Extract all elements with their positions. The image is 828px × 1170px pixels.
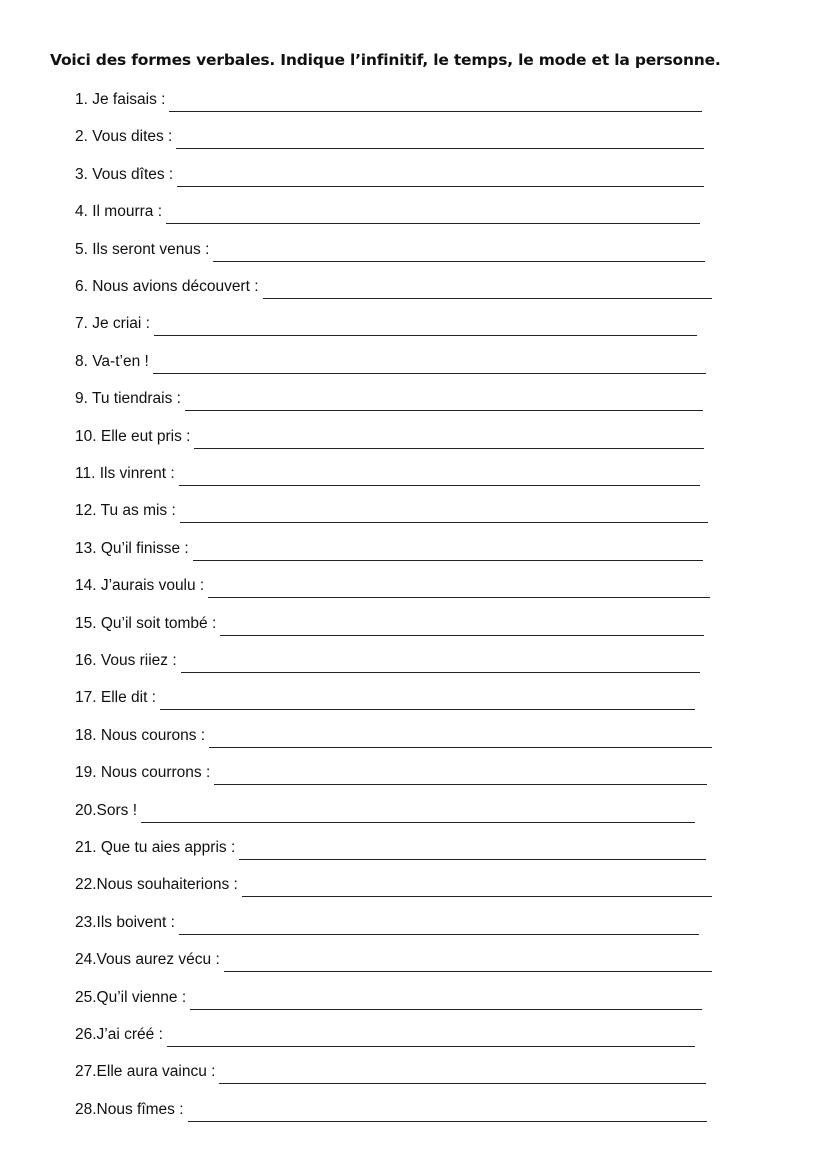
item-label: 26.J’ai créé : bbox=[75, 1026, 163, 1043]
item-label: 21. Que tu aies appris : bbox=[75, 839, 236, 856]
item-label: 8. Va-t’en ! bbox=[75, 353, 149, 370]
answer-field-25[interactable] bbox=[190, 988, 702, 1010]
answer-field-24[interactable] bbox=[224, 950, 712, 972]
answer-field-4[interactable] bbox=[166, 202, 700, 224]
answer-field-2[interactable] bbox=[176, 127, 704, 149]
answer-field-15[interactable] bbox=[220, 614, 704, 636]
exercise-item-3 bbox=[75, 165, 704, 187]
exercise-item-26 bbox=[75, 1025, 695, 1047]
item-label: 11. Ils vinrent : bbox=[75, 465, 175, 482]
exercise-item-1 bbox=[75, 90, 702, 112]
item-label: 1. Je faisais : bbox=[75, 91, 166, 108]
answer-field-13[interactable] bbox=[193, 539, 703, 561]
item-label: 7. Je criai : bbox=[75, 315, 150, 332]
exercise-item-12 bbox=[75, 501, 708, 523]
exercise-item-7 bbox=[75, 314, 697, 336]
exercise-item-2 bbox=[75, 127, 704, 149]
answer-field-3[interactable] bbox=[177, 165, 704, 187]
answer-field-17[interactable] bbox=[160, 688, 695, 710]
answer-field-22[interactable] bbox=[242, 875, 712, 897]
item-label: 27.Elle aura vaincu : bbox=[75, 1063, 216, 1080]
answer-field-6[interactable] bbox=[263, 277, 712, 299]
answer-field-16[interactable] bbox=[181, 651, 700, 673]
answer-field-18[interactable] bbox=[209, 726, 712, 748]
answer-field-27[interactable] bbox=[219, 1062, 706, 1084]
answer-field-7[interactable] bbox=[154, 314, 697, 336]
item-label: 9. Tu tiendrais : bbox=[75, 390, 181, 407]
item-label: 3. Vous dîtes : bbox=[75, 166, 174, 183]
answer-field-28[interactable] bbox=[188, 1100, 707, 1122]
exercise-item-6 bbox=[75, 277, 712, 299]
item-label: 6. Nous avions découvert : bbox=[75, 278, 259, 295]
exercise-item-5 bbox=[75, 240, 705, 262]
item-label: 12. Tu as mis : bbox=[75, 502, 176, 519]
answer-field-8[interactable] bbox=[153, 352, 706, 374]
exercise-item-11 bbox=[75, 464, 700, 486]
item-label: 4. Il mourra : bbox=[75, 203, 162, 220]
item-label: 10. Elle eut pris : bbox=[75, 428, 191, 445]
answer-field-21[interactable] bbox=[239, 838, 706, 860]
exercise-item-9 bbox=[75, 389, 703, 411]
item-label: 19. Nous courrons : bbox=[75, 764, 211, 781]
item-label: 13. Qu’il finisse : bbox=[75, 540, 189, 557]
item-label: 15. Qu’il soit tombé : bbox=[75, 615, 217, 632]
exercise-item-23 bbox=[75, 913, 699, 935]
exercise-item-17 bbox=[75, 688, 695, 710]
exercise-item-24 bbox=[75, 950, 712, 972]
answer-field-1[interactable] bbox=[169, 90, 702, 112]
item-label: 24.Vous aurez vécu : bbox=[75, 951, 220, 968]
item-label: 16. Vous riiez : bbox=[75, 652, 177, 669]
exercise-item-15 bbox=[75, 614, 704, 636]
exercise-item-4 bbox=[75, 202, 700, 224]
answer-field-12[interactable] bbox=[180, 501, 708, 523]
exercise-item-27 bbox=[75, 1062, 706, 1084]
item-label: 5. Ils seront venus : bbox=[75, 241, 210, 258]
exercise-item-22 bbox=[75, 875, 712, 897]
answer-field-23[interactable] bbox=[179, 913, 699, 935]
exercise-item-21 bbox=[75, 838, 706, 860]
exercise-item-18 bbox=[75, 726, 712, 748]
exercise-item-16 bbox=[75, 651, 700, 673]
instruction-heading: Voici des formes verbales. Indique l’infinitif, le temps, le mode et la personne. bbox=[50, 51, 721, 69]
item-label: 20.Sors ! bbox=[75, 802, 138, 819]
item-label: 25.Qu’il vienne : bbox=[75, 989, 187, 1006]
exercise-item-25 bbox=[75, 988, 702, 1010]
item-label: 23.Ils boivent : bbox=[75, 914, 175, 931]
answer-field-19[interactable] bbox=[214, 763, 707, 785]
answer-field-9[interactable] bbox=[185, 389, 703, 411]
item-label: 17. Elle dit : bbox=[75, 689, 156, 706]
answer-field-10[interactable] bbox=[194, 427, 704, 449]
item-label: 14. J’aurais voulu : bbox=[75, 577, 205, 594]
answer-field-26[interactable] bbox=[167, 1025, 695, 1047]
answer-field-5[interactable] bbox=[213, 240, 705, 262]
exercise-item-14 bbox=[75, 576, 710, 598]
item-label: 28.Nous fîmes : bbox=[75, 1101, 184, 1118]
answer-field-11[interactable] bbox=[179, 464, 700, 486]
exercise-item-28 bbox=[75, 1100, 707, 1122]
exercise-item-20 bbox=[75, 801, 695, 823]
item-label: 2. Vous dites : bbox=[75, 128, 173, 145]
exercise-item-19 bbox=[75, 763, 707, 785]
exercise-item-13 bbox=[75, 539, 703, 561]
answer-field-20[interactable] bbox=[141, 801, 695, 823]
item-label: 22.Nous souhaiterions : bbox=[75, 876, 238, 893]
answer-field-14[interactable] bbox=[208, 576, 710, 598]
exercise-item-10 bbox=[75, 427, 704, 449]
item-label: 18. Nous courons : bbox=[75, 727, 206, 744]
exercise-item-8 bbox=[75, 352, 706, 374]
